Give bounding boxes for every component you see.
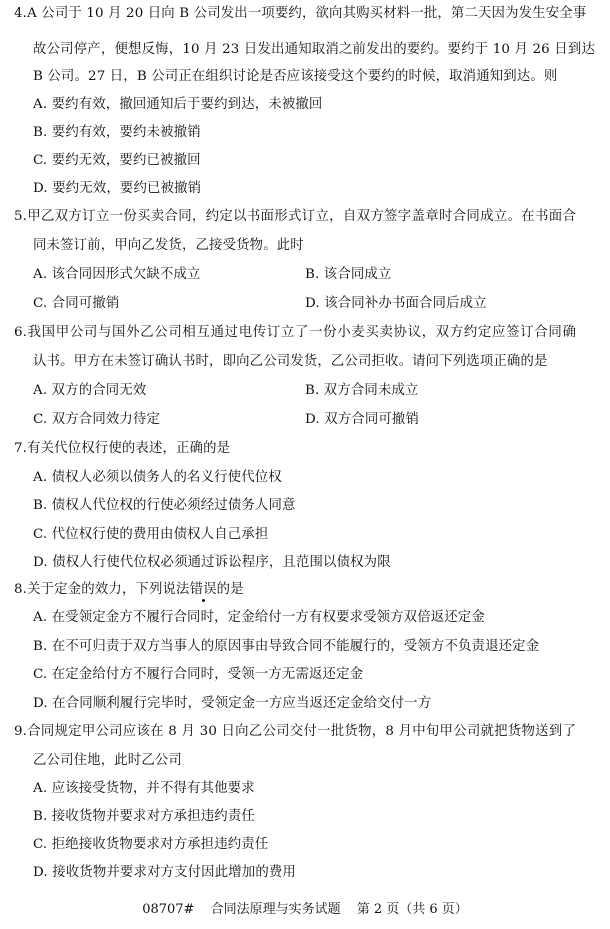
- question-4-option-a: A. 要约有效，撤回通知后于要约到达，未被撤回: [33, 97, 323, 112]
- question-5-stem-line-2: 同未签订前，甲向乙发货，乙接受货物。此时: [33, 238, 304, 253]
- question-9-option-a: A. 应该接受货物，并不得有其他要求: [33, 781, 255, 796]
- question-6-stem-line-1: 6.我国甲公司与国外乙公司相互通过电传订立了一份小麦买卖协议，双方约定应签订合同确: [14, 325, 576, 340]
- question-7-option-c: C. 代位权行使的费用由债权人自己承担: [33, 527, 269, 542]
- question-5-option-b: B. 该合同成立: [305, 267, 392, 282]
- question-4-option-b: B. 要约有效，要约未被撤销: [33, 125, 201, 140]
- question-8-option-a: A. 在受领定金方不履行合同时，定金给付一方有权要求受领方双倍返还定金: [33, 610, 485, 625]
- question-8-option-b: B. 在不可归责于双方当事人的原因事由导致合同不能履行的，受领方不负责退还定金: [33, 639, 540, 654]
- question-4-stem-line-2: 故公司停产，便想反悔，10 月 23 日发出通知取消之前发出的要约。要约于 10 月 26 日到达: [33, 42, 595, 57]
- emphasis-dot-mark: [202, 599, 205, 602]
- question-7-option-a: A. 债权人必须以债务人的名义行使代位权: [33, 470, 282, 485]
- question-9-stem-line-2: 乙公司住地，此时乙公司: [33, 753, 182, 768]
- question-6-stem-line-2: 认书。甲方在未签订确认书时，即向乙公司发货，乙公司拒收。请问下列选项正确的是: [33, 354, 548, 369]
- question-4-stem-line-3: B 公司。27 日，B 公司正在组织讨论是否应该接受这个要约的时候，取消通知到达。则: [33, 69, 558, 84]
- question-6-option-b: B. 双方合同未成立: [305, 383, 419, 398]
- question-5-option-d: D. 该合同补办书面合同后成立: [305, 296, 487, 311]
- question-9-option-c: C. 拒绝接收货物要求对方承担违约责任: [33, 837, 269, 852]
- question-4-stem-line-1: 4.A 公司于 10 月 20 日向 B 公司发出一项要约，欲向其购买材料一批，第二天因为发生安全事: [14, 6, 587, 21]
- question-8-option-d: D. 在合同顺利履行完毕时，受领定金一方应当返还定金给交付一方: [33, 696, 432, 711]
- question-7-stem: 7.有关代位权行使的表述，正确的是: [14, 441, 231, 456]
- page-footer: [0, 901, 610, 919]
- footer-page-number: 第 2 页（共 6 页）: [356, 902, 468, 917]
- question-7-option-b: B. 债权人代位权的行使必须经过债务人同意: [33, 498, 296, 513]
- question-5-option-a: A. 该合同因形式欠缺不成立: [33, 267, 201, 282]
- question-6-option-a: A. 双方的合同无效: [33, 383, 147, 398]
- footer-course-code: 08707#: [142, 902, 195, 917]
- question-6-option-c: C. 双方合同效力待定: [33, 412, 161, 427]
- question-8-emphasis-text: 错误: [189, 582, 217, 597]
- question-4-option-c: C. 要约无效，要约已被撤回: [33, 153, 201, 168]
- question-8-option-c: C. 在定金给付方不履行合同时，受领一方无需返还定金: [33, 667, 364, 682]
- question-8-stem-emphasis: [190, 582, 217, 597]
- question-9-stem-line-1: 9.合同规定甲公司应该在 8 月 30 日向乙公司交付一批货物，8 月中旬甲公司就把货物送到了: [14, 724, 576, 739]
- question-4-option-d: D. 要约无效，要约已被撤销: [33, 181, 202, 196]
- question-5-stem-line-1: 5.甲乙双方订立一份买卖合同，约定以书面形式订立，自双方签字盖章时合同成立。在书面合: [14, 209, 576, 224]
- question-9-option-b: B. 接收货物并要求对方承担违约责任: [33, 809, 255, 824]
- question-5-option-c: C. 合同可撤销: [33, 296, 120, 311]
- question-8-stem-after: 的是: [216, 582, 244, 597]
- footer-exam-title: 合同法原理与实务试题: [210, 902, 341, 917]
- question-6-option-d: D. 双方合同可撤销: [305, 412, 420, 427]
- question-8-stem: [14, 581, 244, 599]
- question-7-option-d: D. 债权人行使代位权必须通过诉讼程序，且范围以债权为限: [33, 555, 391, 570]
- question-9-option-d: D. 接收货物并要求对方支付因此增加的费用: [33, 865, 296, 880]
- question-8-stem-before: 8.关于定金的效力，下列说法: [14, 582, 190, 597]
